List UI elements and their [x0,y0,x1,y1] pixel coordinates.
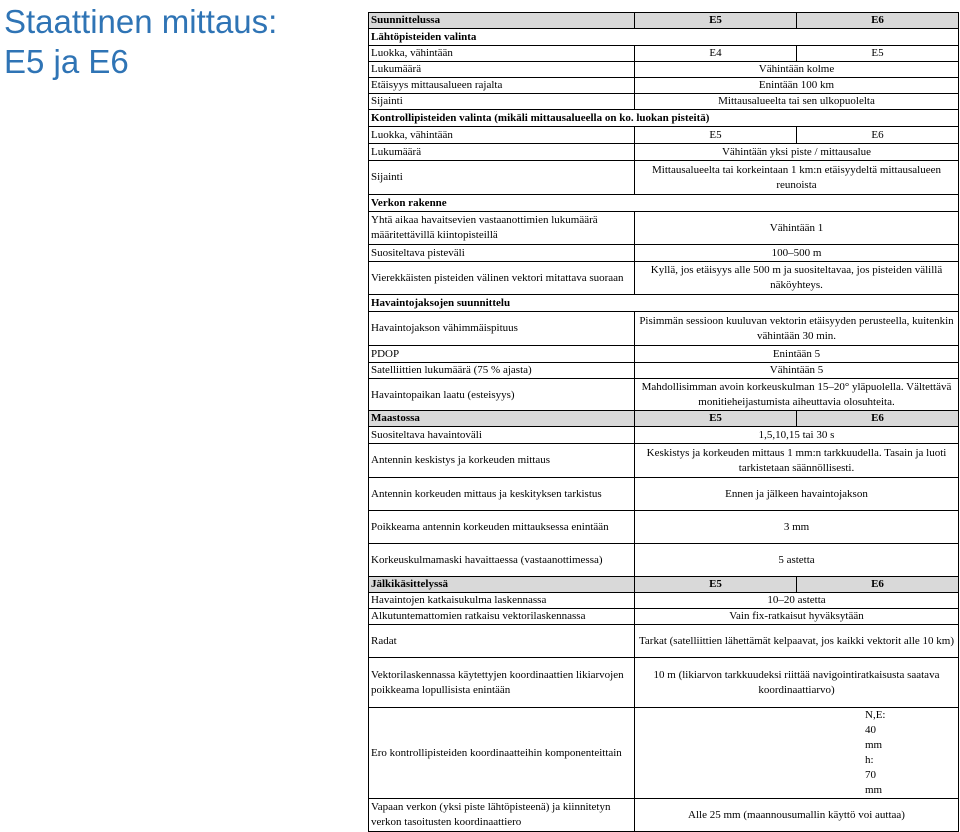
table-row [369,262,959,295]
table-header-row [369,577,959,593]
table-header-row [369,13,959,29]
row-value: Vähintään 1 [635,212,959,245]
row-label: Luokka, vähintään [369,46,635,62]
table-row [369,593,959,609]
row-label: Lukumäärä [369,144,635,161]
section-header: Jälkikäsittelyssä [369,577,635,593]
subsection-title: Verkon rakenne [369,195,959,212]
row-value: Vain fix-ratkaisut hyväksytään [635,609,959,625]
row-label: Suositeltava pisteväli [369,245,635,262]
table-row [369,161,959,195]
section-header: Suunnittelussa [369,13,635,29]
row-label: Radat [369,625,635,658]
table-row [369,46,959,62]
column-header-e5: E5 [635,411,797,427]
row-value: Mittausalueelta tai korkeintaan 1 km:n etäisyydeltä mittausalueen reunoista [635,161,959,195]
row-label: Vierekkäisten pisteiden välinen vektori mitattava suoraan [369,262,635,295]
table-row [369,379,959,412]
row-value: Vähintään kolme [635,62,959,78]
row-value: 100–500 m [635,245,959,262]
table-row [369,363,959,379]
row-value: 1,5,10,15 tai 30 s [635,427,959,444]
row-value: Mahdollisimman avoin korkeuskulman 15–20° yläpuolella. Vältettävä monitieheijastumista aiheuttavia olosuhteita. [635,379,959,412]
row-label: Ero kontrollipisteiden koordinaatteihin komponenteittain [369,708,635,799]
table-row [369,658,959,708]
row-value-e5: E5 [635,127,797,144]
field-table [368,410,959,577]
row-label: Vektorilaskennassa käytettyjen koordinaattien likiarvojen poikkeama lopullisista enintään [369,658,635,708]
title-line-1: Staattinen mittaus: [4,3,278,40]
table-row [369,127,959,144]
table-row [369,478,959,511]
row-value: Alle 25 mm (maannousumallin käyttö voi auttaa) [635,799,959,832]
row-label: Korkeuskulmamaski havaittaessa (vastaanottimessa) [369,544,635,577]
row-label: Yhtä aikaa havaitsevien vastaanottimien lukumäärä määritettävillä kiintopisteillä [369,212,635,245]
column-header-e6: E6 [797,577,959,593]
row-label: Havaintojen katkaisukulma laskennassa [369,593,635,609]
title-line-2: E5 ja E6 [4,43,129,80]
table-row [369,544,959,577]
row-label: Antennin keskistys ja korkeuden mittaus [369,444,635,478]
postprocessing-table [368,576,959,832]
column-header-e6: E6 [797,411,959,427]
table-row [369,144,959,161]
subsection-title: Kontrollipisteiden valinta (mikäli mittausalueella on ko. luokan pisteitä) [369,110,959,127]
row-label: Luokka, vähintään [369,127,635,144]
row-label: Sijainti [369,161,635,195]
slide-title [4,2,354,82]
row-value: Pisimmän sessioon kuuluvan vektorin etäisyyden perusteella, kuitenkin vähintään 30 min. [635,312,959,346]
row-value: 10–20 astetta [635,593,959,609]
row-value-e6: E6 [797,127,959,144]
row-value: 3 mm [635,511,959,544]
row-value: Tarkat (satelliittien lähettämät kelpaavat, jos kaikki vektorit alle 10 km) [635,625,959,658]
row-value: 10 m (likiarvon tarkkuudeksi riittää navigointiratkaisusta saatava koordinaattiarvo) [635,658,959,708]
row-value: Ennen ja jälkeen havaintojakson [635,478,959,511]
table-row [369,245,959,262]
row-label: Alkutuntemattomien ratkaisu vektorilaskennassa [369,609,635,625]
column-header-e5: E5 [635,577,797,593]
table-row [369,609,959,625]
table-row [369,799,959,832]
table-row [369,346,959,363]
row-label: Havaintojakson vähimmäispituus [369,312,635,346]
row-value: Mittausalueelta tai sen ulkopuolelta [635,94,959,110]
table-row [369,708,959,799]
row-value: 5 astetta [635,544,959,577]
row-value-e5: E4 [635,46,797,62]
planning-table [368,12,959,412]
row-value: Enintään 100 km [635,78,959,94]
row-label: Suositeltava havaintoväli [369,427,635,444]
row-value: Kyllä, jos etäisyys alle 500 m ja suositeltavaa, jos pisteiden välillä näköyhteys. [635,262,959,295]
row-label: PDOP [369,346,635,363]
subsection-title: Lähtöpisteiden valinta [369,29,959,46]
row-value-e6: E5 [797,46,959,62]
row-label: Vapaan verkon (yksi piste lähtöpisteenä) ja kiinnitetyn verkon tasoitusten koordinaattiero [369,799,635,832]
section-header: Maastossa [369,411,635,427]
table-header-row [369,411,959,427]
table-row [369,511,959,544]
row-label: Etäisyys mittausalueen rajalta [369,78,635,94]
column-header-e5: E5 [635,13,797,29]
table-row [369,94,959,110]
subsection-title: Havaintojaksojen suunnittelu [369,295,959,312]
row-value: N,E: 40 mm h: 70 mm [635,708,959,799]
row-value: Vähintään 5 [635,363,959,379]
table-row [369,625,959,658]
column-header-e6: E6 [797,13,959,29]
table-row [369,427,959,444]
row-value: Keskistys ja korkeuden mittaus 1 mm:n tarkkuudella. Tasain ja luoti tarkistetaan säännöllisesti. [635,444,959,478]
row-label: Satelliittien lukumäärä (75 % ajasta) [369,363,635,379]
table-row [369,78,959,94]
row-label: Havaintopaikan laatu (esteisyys) [369,379,635,412]
row-label: Sijainti [369,94,635,110]
row-label: Poikkeama antennin korkeuden mittauksessa enintään [369,511,635,544]
table-row [369,312,959,346]
row-value: Enintään 5 [635,346,959,363]
table-row [369,62,959,78]
row-value: Vähintään yksi piste / mittausalue [635,144,959,161]
table-row [369,444,959,478]
row-label: Lukumäärä [369,62,635,78]
table-row [369,212,959,245]
row-label: Antennin korkeuden mittaus ja keskityksen tarkistus [369,478,635,511]
